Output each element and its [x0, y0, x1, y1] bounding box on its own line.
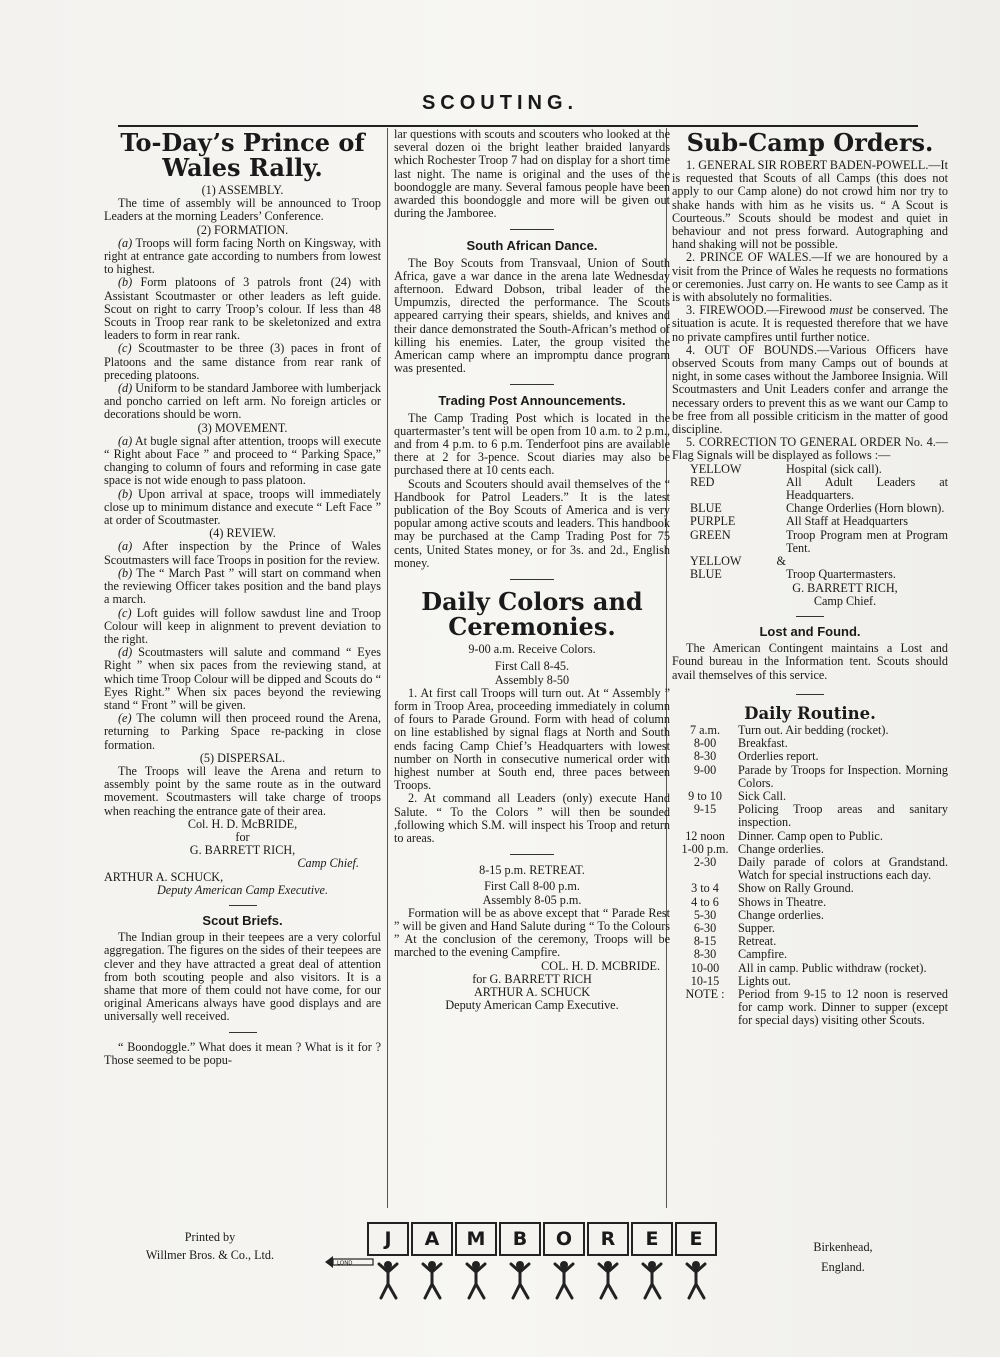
routine-time: 12 noon: [685, 828, 725, 843]
item-mark: (b): [118, 486, 133, 501]
country: England.: [821, 1260, 865, 1274]
signature: COL. H. D. MCBRIDE.: [541, 958, 660, 973]
scout-figure-icon: [683, 1260, 709, 1300]
item-mark: (a): [118, 235, 133, 250]
scout-figure-icon: [463, 1260, 489, 1300]
flag-row: [672, 515, 948, 528]
item-mark: (d): [118, 645, 133, 660]
routine-activity: Daily parade of colors at Grandstand. Watch for special instructions each day.: [738, 854, 948, 883]
routine-time: 10-00: [690, 960, 720, 975]
banner-letter-tile: E: [631, 1222, 673, 1256]
routine-activity: Period from 9-15 to 12 noon is reserved for camp work. Dinner to supper (except for special days) visiting other Scouts.: [738, 986, 948, 1028]
column-middle: [394, 128, 670, 1012]
signature-title: Deputy American Camp Executive.: [156, 882, 329, 897]
paragraph: [104, 540, 381, 566]
routine-activity: Lights out.: [738, 973, 791, 988]
paragraph-text: Uniform to be standard Jamboree with lumberjack and poncho carried on left arm. No foreign articles or decorations should be worn.: [104, 381, 382, 422]
section-heading: (5) DISPERSAL.: [199, 750, 286, 765]
routine-activity: Parade by Troops for Inspection. Morning Colors.: [738, 762, 948, 790]
routine-row: [672, 803, 948, 829]
routine-activity: Orderlies report.: [738, 749, 819, 764]
routine-time: 8-15: [693, 934, 717, 949]
call-time: Assembly 8-50: [494, 672, 570, 687]
routine-time: 9 to 10: [688, 788, 722, 803]
paragraph-text: The “ March Past ” will start on command when the reviewing Officer takes position and the band plays a march.: [104, 565, 382, 607]
routine-row: [672, 856, 948, 882]
routine-time: NOTE :: [685, 986, 725, 1001]
flag-row: [672, 529, 948, 555]
paragraph: The American Contingent maintains a Lost and Found bureau in the Information tent. Scouts should avail themselves of this service.: [672, 641, 948, 682]
routine-time: 10-15: [690, 973, 720, 988]
paragraph: Scouts and Scouters should avail themselves of the “ Handbook for Patrol Leaders.” It is the latest publication of the Boy Scouts of America and is very popular among active scouts and leaders. This handbook may be purchased at the Camp Trading Post for 75 cents, United States money, or for 3s. and 2d., English money.: [394, 476, 670, 570]
item-mark: (a): [118, 539, 133, 554]
routine-activity: Campfire.: [738, 947, 788, 962]
routine-time: 3 to 4: [691, 881, 719, 896]
paragraph-text: The column will then proceed round the Arena, returning to Parking Space re-packing in close formation.: [104, 711, 382, 752]
routine-activity: Change orderlies.: [738, 907, 824, 922]
routine-activity: Sick Call.: [738, 788, 787, 803]
routine-title: Daily Routine.: [744, 703, 876, 723]
printer-name: Willmer Bros. & Co., Ltd.: [145, 1248, 275, 1262]
divider: [510, 579, 554, 580]
routine-row: [672, 830, 948, 843]
scout-figure-icon: [507, 1260, 533, 1300]
briefs-title: Scout Briefs.: [202, 912, 283, 928]
paragraph: The Camp Trading Post which is located in the quartermaster’s tent will be open from 10 a.m. to 2 p.m., and from 4 p.m. to 6 p.m. Tenderfoot pins are available there at 2 for 3-pence. Scout diaries may also be purchased there at 10 cents each.: [394, 410, 670, 478]
routine-time: 1-00 p.m.: [681, 841, 729, 856]
paragraph-text: At bugle signal after attention, troops will execute “ Right about Face ” and proceed to “ Parking Space,” changing to column of fours and reforming in case gate space is not wide enough to pass platoon.: [104, 433, 382, 488]
paragraph: [104, 712, 381, 752]
paragraph: 1. At first call Troops will turn out. At “ Assembly ” form in Troop Area, proceeding immediately in column of fours to Parade Ground. Form with head of column on line established by signal flags at North and South ends facing Camp Chief’s Headquarters with lowest number on North in consecutive numerical order with highest number at South end, three paces between Troops.: [394, 685, 670, 793]
order: [672, 304, 948, 344]
routine-activity: Show on Rally Ground.: [738, 881, 854, 896]
paragraph: Formation will be as above except that “ Parade Rest ” will be given and Hand Salute during “ To the Colours ” At the conclusion of the ceremony, Troops will be marched to the evening Campfire.: [394, 905, 670, 960]
paragraph: [104, 435, 381, 488]
call-time: First Call 8-00 p.m.: [484, 879, 580, 894]
scout-figure-icon: [639, 1260, 665, 1300]
routine-row: [672, 750, 948, 763]
routine-time: 6-30: [693, 920, 717, 935]
item-mark: (c): [118, 605, 132, 620]
divider: [510, 854, 554, 855]
flag-row: [672, 476, 948, 502]
printer-location: [788, 1237, 898, 1277]
subcamp-title: Sub-Camp Orders.: [686, 128, 934, 157]
dance-title: South African Dance.: [466, 238, 598, 254]
item-mark: (b): [118, 565, 133, 580]
paragraph: The time of assembly will be announced to Troop Leaders at the morning Leaders’ Conference.: [104, 196, 381, 224]
signature: G. BARRETT RICH,: [792, 580, 898, 595]
paragraph: [104, 567, 381, 607]
routine-row: [672, 882, 948, 895]
routine-activity: Supper.: [738, 920, 775, 935]
emphasis: must: [829, 303, 853, 318]
routine-activity: Change orderlies.: [738, 841, 824, 856]
signature: for G. BARRETT RICH: [472, 971, 592, 986]
banner-letter-tile: J: [367, 1222, 409, 1256]
paragraph: The Troops will leave the Arena and return to assembly point by the same route as in the outward movement. Scoutmasters will take charge of troops when reaching the entrance gate of their area.: [104, 763, 381, 818]
paragraph-text: After inspection by the Prince of Wales Scoutmasters will face Troops in position for the review.: [104, 539, 381, 567]
routine-row: [672, 948, 948, 961]
item-mark: (a): [118, 433, 133, 448]
routine-time: 2-30: [693, 854, 717, 869]
paragraph-text: Loft guides will follow sawdust line and Troop Colour will keep in alignment to prevent deviation to the right.: [104, 605, 382, 646]
paragraph: “ Boondoggle.” What does it mean ? What is it for ? Those seemed to be popu-: [104, 1039, 381, 1067]
paragraph: lar questions with scouts and scouters who looked at the several dozen oi the bright leather braided lanyards which Rochester Troop 7 had on display for a short time last night. The name is original and the uses of the boondoggle are many. Several famous people have been awarded this boondoggle and more will be given out during the Jamboree.: [394, 127, 670, 221]
paragraph: [104, 382, 381, 422]
scout-figure-icon: [595, 1260, 621, 1300]
column-divider: [387, 128, 388, 1208]
flag-row: [672, 463, 948, 476]
routine-row: [672, 962, 948, 975]
routine-time: 9-15: [693, 802, 717, 817]
banner-letter-tile: E: [675, 1222, 717, 1256]
flag-color: GREEN: [690, 527, 731, 542]
routine-row: [672, 909, 948, 922]
routine-activity: Policing Troop areas and sanitary inspection.: [738, 802, 948, 830]
routine-activity: Turn out. Air bedding (rocket).: [738, 722, 889, 737]
banner-letter-tile: A: [411, 1222, 453, 1256]
arrow-icon: [325, 1254, 375, 1270]
order: 1. GENERAL SIR ROBERT BADEN-POWELL.—It is requested that Scouts of all Camps (this does not apply to our Camp alone) do not crowd him nor try to shake hands with him as he visits us. “ A Scout is Courteous.” Scouts should be modest and quiet in behaviour and not press forward. Autographing and hand shaking will not be possible.: [672, 158, 948, 252]
routine-time: 8-30: [693, 947, 717, 962]
routine-row: [672, 896, 948, 909]
paragraph-text: Troops will form facing North on Kingsway, with right at entrance gate according to numbers from lowest to highest.: [104, 235, 381, 277]
routine-activity: Dinner. Camp open to Public.: [738, 828, 883, 843]
item-mark: (b): [118, 275, 133, 290]
section-heading: (2) FORMATION.: [196, 222, 289, 237]
signature-title: Deputy American Camp Executive.: [445, 998, 619, 1013]
order: 2. PRINCE OF WALES.—If we are honoured by a visit from the Prince of Wales he requests no formations or ceremonies. Just carry on. He wants to see Camp as it is with absolutely no formalities.: [672, 250, 948, 305]
paragraph: [104, 488, 381, 528]
masthead: SCOUTING.: [421, 92, 579, 114]
routine-activity: All in camp. Public withdraw (rocket).: [738, 960, 927, 975]
order: 4. OUT OF BOUNDS.—Various Officers have observed Scouts from many Camps out of bounds at night, in some cases without the Jamboree Insignia. Will Scoutmasters and Unit Leaders confer and arrange the necessary orders to prevent this as we want our Camp to be free from all possible criticism in the matter of good discipline.: [672, 342, 948, 437]
lost-title: Lost and Found.: [759, 623, 861, 639]
flag-color: RED: [690, 474, 715, 489]
section-heading: (4) REVIEW.: [209, 526, 276, 541]
paragraph-text: Scoutmaster to be three (3) paces in front of Platoons and the same distance from rear rank of preceding platoons.: [104, 341, 382, 382]
flag-signals-table: [672, 463, 948, 582]
flag-meaning: Hospital (sick call).: [786, 461, 882, 476]
routine-row: [672, 988, 948, 1028]
signature: ARTHUR A. SCHUCK: [473, 984, 591, 999]
divider: [796, 616, 824, 617]
section-heading: (1) ASSEMBLY.: [201, 183, 284, 197]
column-left: [104, 128, 381, 1067]
flag-color: PURPLE: [690, 514, 736, 529]
signature: ARTHUR A. SCHUCK,: [104, 869, 224, 884]
signature-title: Camp Chief.: [813, 593, 877, 608]
divider: [510, 229, 554, 230]
banner-letter-tile: O: [543, 1222, 585, 1256]
call-time: First Call 8-45.: [494, 659, 570, 674]
flag-meaning: Troop Program men at Program Tent.: [786, 527, 948, 555]
scout-figure-icon: [375, 1260, 401, 1300]
paragraph: The Indian group in their teepees are a very colorful aggregation. The figures on the sides of their teepees are clever and they have attracted a great deal of attention from both scouting people and also visitors. It is a shame that more of them could not have come, for our original Americans always have good displays and are universally well received.: [104, 930, 381, 1024]
banner-letter-tile: B: [499, 1222, 541, 1256]
paragraph: The Boy Scouts from Transvaal, Union of South Africa, gave a war dance in the arena late Wednesday afternoon. Edward Dobson, tribal leader of the Umpumzis, directed the performance. The Scouts appeared carrying their spears, shields, and knives and their dance demonstrated the South-African’s method of killing his enemies. Later, the group visited the American camp where an impromptu dance program was presented.: [394, 255, 670, 376]
routine-row: [672, 764, 948, 790]
printer-credit: [110, 1228, 310, 1264]
divider: [229, 1032, 257, 1033]
routine-time: 8-00: [693, 736, 717, 751]
call-time: Assembly 8-05 p.m.: [482, 892, 582, 907]
order-text: be conserved. The situation is acute. It is requested therefore that we have no private campfires until further notice.: [672, 303, 948, 344]
scout-figure-icon: [551, 1260, 577, 1300]
scout-figure-icon: [419, 1260, 445, 1300]
paragraph-text: Upon arrival at space, troops will immediately close up to minimum distance and execute “ Left Face ” at order of Scoutmaster.: [104, 486, 382, 528]
signature: for: [235, 829, 250, 844]
routine-row: [672, 975, 948, 988]
banner-letter-tile: R: [587, 1222, 629, 1256]
signature: Col. H. D. McBRIDE,: [187, 816, 298, 831]
banner-letter-tile: M: [455, 1222, 497, 1256]
routine-time: 4 to 6: [691, 894, 719, 909]
routine-time: 5-30: [693, 907, 717, 922]
order-text: 3. FIREWOOD.—Firewood: [686, 303, 826, 318]
section-heading: (3) MOVEMENT.: [197, 420, 288, 435]
colors-title: Daily Colors and Ceremonies.: [421, 587, 643, 642]
item-mark: (c): [118, 341, 132, 356]
divider: [510, 384, 554, 385]
section-heading: 9-00 a.m. Receive Colors.: [468, 642, 596, 657]
trading-title: Trading Post Announcements.: [438, 393, 626, 409]
item-mark: (e): [118, 711, 132, 726]
signature: G. BARRETT RICH,: [189, 843, 296, 858]
divider: [796, 694, 824, 695]
routine-activity: Retreat.: [738, 934, 777, 949]
order: 5. CORRECTION TO GENERAL ORDER No. 4.—Flag Signals will be displayed as follows :—: [672, 435, 948, 463]
printed-by-label: Printed by: [184, 1230, 236, 1244]
routine-activity: Shows in Theatre.: [738, 894, 827, 909]
paragraph: [104, 237, 381, 277]
paragraph-text: Scoutmasters will salute and command “ Eyes Right ” when six paces from the reviewing stand, at which time Troop Colour will be dipped and Scouts do “ Eyes Right.” When six paces beyond the reviewing stand “ Front ” will be given.: [104, 645, 381, 712]
routine-table: [672, 724, 948, 1028]
signature-title: Camp Chief.: [297, 856, 359, 871]
paragraph: 2. At command all Leaders (only) execute Hand Salute. “ To the Colors ” will then be sounded ,following which S.M. will inspect his Troop and return to areas.: [394, 791, 670, 845]
paragraph-text: Form platoons of 3 patrols front (24) with Assistant Scoutmaster or other leaders as left guide. Scout on right to carry Troop’s colour. If less than 48 Scouts in Troop rear rank to be skeletonized and extra leaders to form in rear rank.: [104, 275, 381, 343]
flag-row: [672, 555, 948, 581]
flag-color: BLUE: [690, 501, 722, 516]
paragraph: [104, 276, 381, 342]
flag-meaning: Troop Quartermasters.: [786, 567, 896, 582]
routine-time: 8-30: [693, 749, 717, 764]
paragraph: [104, 607, 381, 647]
jamboree-banner: [325, 1222, 727, 1302]
flag-meaning: All Staff at Headquarters: [786, 514, 908, 529]
paragraph: [104, 646, 381, 712]
rally-title: To-Day’s Prince of Wales Rally.: [120, 128, 365, 182]
arrow-label: LOND: [337, 1260, 353, 1267]
city: Birkenhead,: [813, 1240, 873, 1254]
routine-row: [672, 843, 948, 856]
routine-activity: Breakfast.: [738, 736, 788, 751]
column-right: [672, 128, 948, 1028]
flag-color: YELLOW & BLUE: [690, 554, 786, 582]
flag-meaning: Change Orderlies (Horn blown).: [786, 501, 945, 516]
routine-time: 7 a.m.: [689, 722, 721, 737]
routine-time: 9-00: [693, 762, 717, 777]
flag-color: YELLOW: [690, 461, 742, 476]
section-heading: 8-15 p.m. RETREAT.: [479, 863, 585, 878]
paragraph: [104, 342, 381, 382]
item-mark: (d): [118, 381, 133, 396]
flag-meaning: All Adult Leaders at Headquarters.: [786, 474, 948, 503]
divider: [229, 905, 257, 906]
